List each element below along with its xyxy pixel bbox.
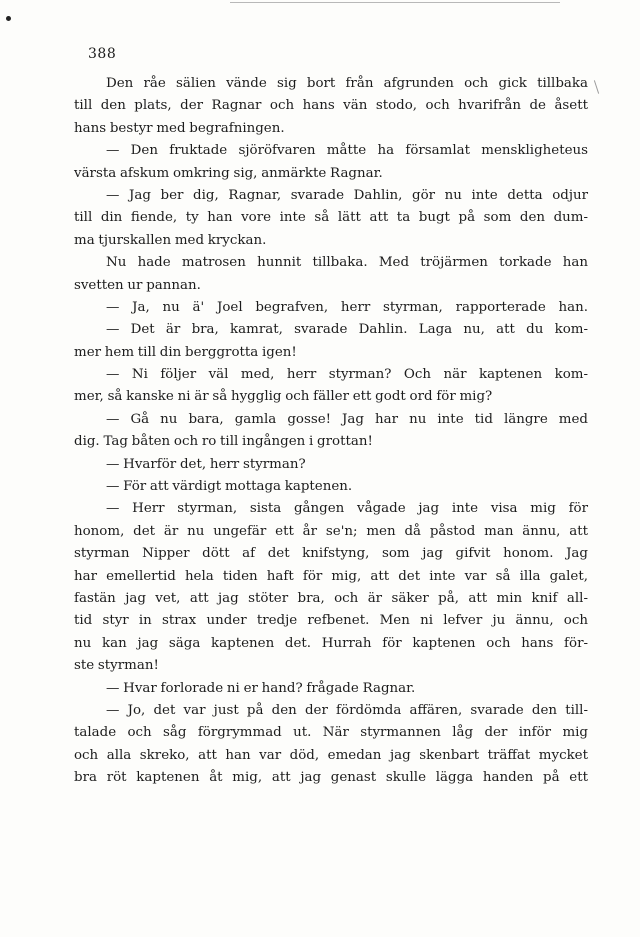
text-line: — Det är bra, kamrat, svarade Dahlin. Laga nu, att du kom- bbox=[106, 322, 588, 338]
text-line: hans bestyr med begrafningen. bbox=[74, 120, 285, 136]
body-text bbox=[74, 73, 588, 790]
text-line: nu kan jag säga kaptenen det. Hurrah för kaptenen och hans för- bbox=[74, 635, 588, 651]
text-line: — Jo, det var just på den der fördömda affären, svarade den till- bbox=[106, 702, 588, 718]
text-line: svetten ur pannan. bbox=[74, 277, 201, 293]
text-line: honom, det är nu ungefär ett år se'n; men då påstod man ännu, att bbox=[74, 523, 588, 539]
text-line: — Jag ber dig, Ragnar, svarade Dahlin, gör nu inte detta odjur bbox=[106, 187, 588, 203]
text-line: Den råe sälien vände sig bort från afgrunden och gick tillbaka bbox=[106, 76, 588, 91]
text-line: — Ja, nu ä' Joel begrafven, herr styrman, rapporterade han. bbox=[106, 299, 588, 315]
text-line: tid styr in strax under tredje refbenet. Men ni lefver ju ännu, och bbox=[74, 613, 588, 629]
text-line: — Ni följer väl med, herr styrman? Och när kaptenen kom- bbox=[106, 367, 588, 383]
text-line: — Den fruktade sjöröfvaren måtte ha församlat menskligheteus bbox=[106, 143, 588, 159]
text-line: — Hvar forlorade ni er hand? frågade Ragnar. bbox=[106, 680, 416, 696]
page-number: 388 bbox=[88, 46, 117, 62]
margin-mark bbox=[594, 80, 599, 94]
text-line: ma tjurskallen med kryckan. bbox=[74, 232, 267, 248]
text-line: fastän jag vet, att jag stöter bra, och är säker på, att min knif all- bbox=[74, 590, 588, 606]
text-line: mer, så kanske ni är så hygglig och fäller ett godt ord för mig? bbox=[74, 389, 493, 405]
text-line: — Gå nu bara, gamla gosse! Jag har nu inte tid längre med bbox=[106, 411, 588, 427]
text-line: till den plats, der Ragnar och hans vän stodo, och hvarifrån de åsett bbox=[74, 98, 588, 114]
text-line: Nu hade matrosen hunnit tillbaka. Med tröjärmen torkade han bbox=[106, 255, 588, 271]
text-line: styrman Nipper dött af det knifstyng, som jag gifvit honom. Jag bbox=[74, 546, 588, 562]
text-line: har emellertid hela tiden haft för mig, att det inte var så illa galet, bbox=[74, 568, 588, 584]
text-line: till din fiende, ty han vore inte så lätt att ta bugt på som den dum- bbox=[74, 210, 588, 226]
top-edge-rule bbox=[230, 2, 560, 3]
text-line: talade och såg förgrymmad ut. När styrmannen låg der inför mig bbox=[74, 725, 588, 741]
ink-dot bbox=[6, 16, 11, 21]
text-line: värsta afskum omkring sig, anmärkte Ragnar. bbox=[74, 165, 383, 181]
text-line: — Herr styrman, sista gången vågade jag inte visa mig för bbox=[106, 501, 588, 517]
text-line: — Hvarför det, herr styrman? bbox=[106, 456, 306, 472]
text-line: mer hem till din berggrotta igen! bbox=[74, 344, 297, 360]
text-line: och alla skreko, att han var död, emedan jag skenbart träffat mycket bbox=[74, 747, 588, 763]
text-line: — För att värdigt mottaga kaptenen. bbox=[106, 479, 353, 495]
text-line: dig. Tag båten och ro till ingången i grottan! bbox=[74, 434, 373, 450]
text-line: ste styrman! bbox=[74, 658, 159, 674]
text-line: bra röt kaptenen åt mig, att jag genast skulle lägga handen på ett bbox=[74, 770, 588, 786]
